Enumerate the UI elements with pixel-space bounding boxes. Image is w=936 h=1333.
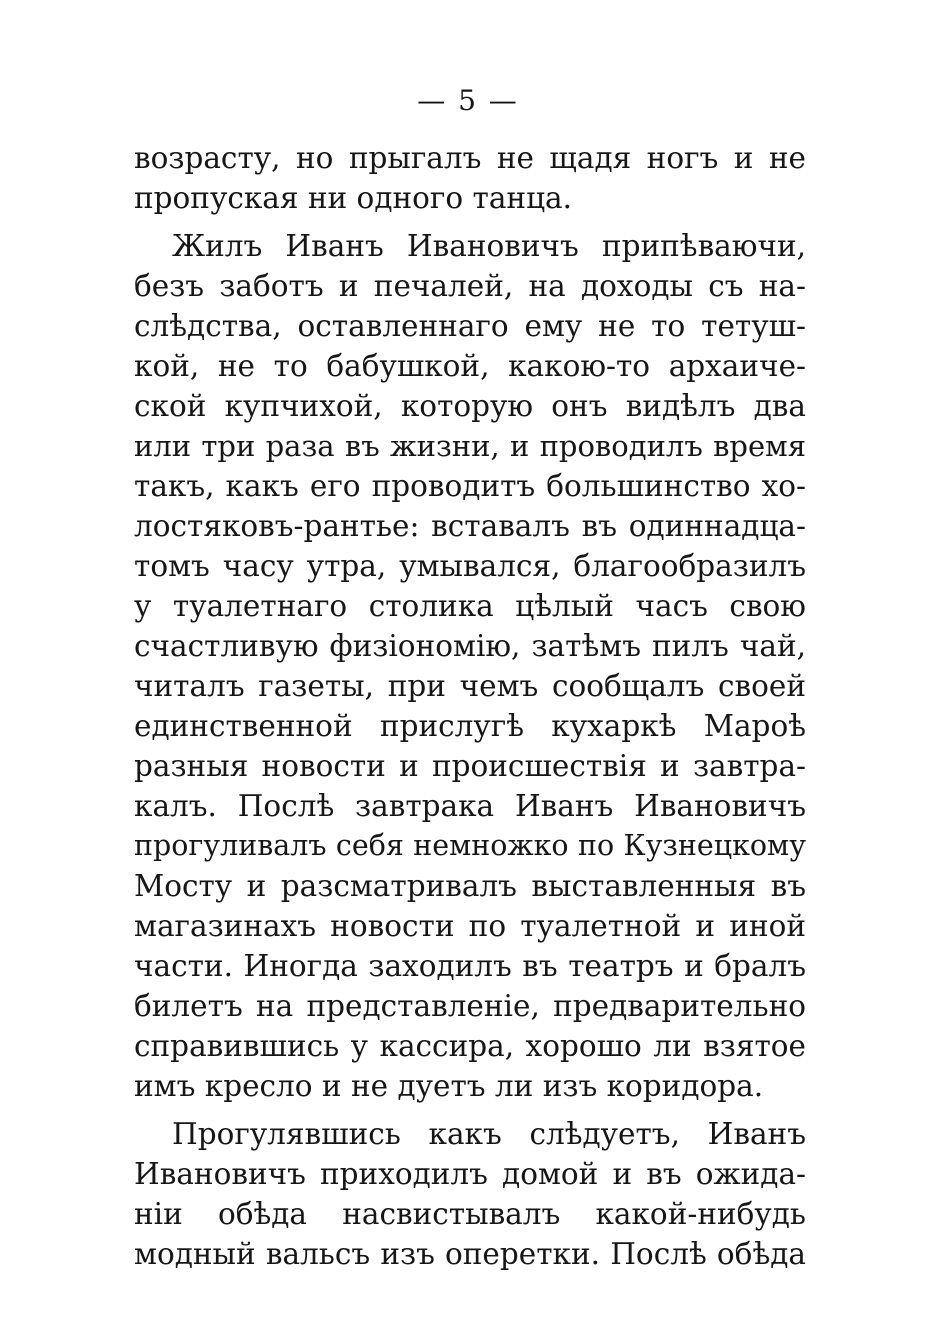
text-line: модный вальсъ изъ оперетки. Послѣ обѣда <box>134 1237 806 1271</box>
paragraph-3 <box>134 1114 806 1274</box>
text-line: ніи обѣда насвистывалъ какой-нибудь <box>134 1197 806 1231</box>
text-line: имъ кресло и не дуетъ ли изъ коридора. <box>134 1069 764 1103</box>
paragraph-2 <box>134 226 806 1106</box>
text-line: части. Иногда заходилъ въ театръ и бралъ <box>134 949 806 983</box>
text-line: Ивановичъ приходилъ домой и въ ожида- <box>134 1157 806 1191</box>
text-line: билетъ на представленіе, предварительно <box>134 989 806 1023</box>
text-line: калъ. Послѣ завтрака Иванъ Ивановичъ <box>134 789 806 823</box>
body-text <box>134 138 806 1282</box>
text-line: у туалетнаго столика цѣлый часъ свою <box>134 589 806 623</box>
text-line: единственной прислугѣ кухаркѣ Мароѣ <box>134 709 806 743</box>
text-line: слѣдства, оставленнаго ему не то тетуш- <box>134 309 806 343</box>
text-line: прогуливалъ себя немножко по Кузнецкому <box>134 829 806 862</box>
paragraph-1 <box>134 138 806 218</box>
text-line: справившись у кассира, хорошо ли взятое <box>134 1029 806 1063</box>
text-line: лостяковъ-рантье: вставалъ въ одиннадца- <box>134 509 806 543</box>
text-line: безъ заботъ и печалей, на доходы съ на- <box>134 269 806 303</box>
text-line: Прогулявшись какъ слѣдуетъ, Иванъ <box>172 1117 806 1151</box>
text-line: читалъ газеты, при чемъ сообщалъ своей <box>134 669 806 703</box>
text-line: Жилъ Иванъ Ивановичъ припѣваючи, <box>172 229 806 263</box>
text-line: томъ часу утра, умывался, благообразилъ <box>134 549 806 583</box>
text-line: пропуская ни одного танца. <box>134 181 573 215</box>
text-line: возрасту, но прыгалъ не щадя ногъ и не <box>134 141 806 175</box>
text-line: или три раза въ жизни, и проводилъ время <box>134 429 806 463</box>
text-line: разныя новости и происшествія и завтра- <box>134 749 806 783</box>
text-line: магазинахъ новости по туалетной и иной <box>134 909 806 943</box>
text-line: счастливую физіономію, затѣмъ пилъ чай, <box>134 629 806 663</box>
text-line: ской купчихой, которую онъ видѣлъ два <box>134 389 806 423</box>
text-line: кой, не то бабушкой, какою-то архаиче- <box>134 349 806 383</box>
text-line: такъ, какъ его проводитъ большинство хо- <box>134 469 806 503</box>
text-line: Мосту и разсматривалъ выставленныя въ <box>134 869 806 903</box>
page-number: — 5 — <box>417 84 519 117</box>
